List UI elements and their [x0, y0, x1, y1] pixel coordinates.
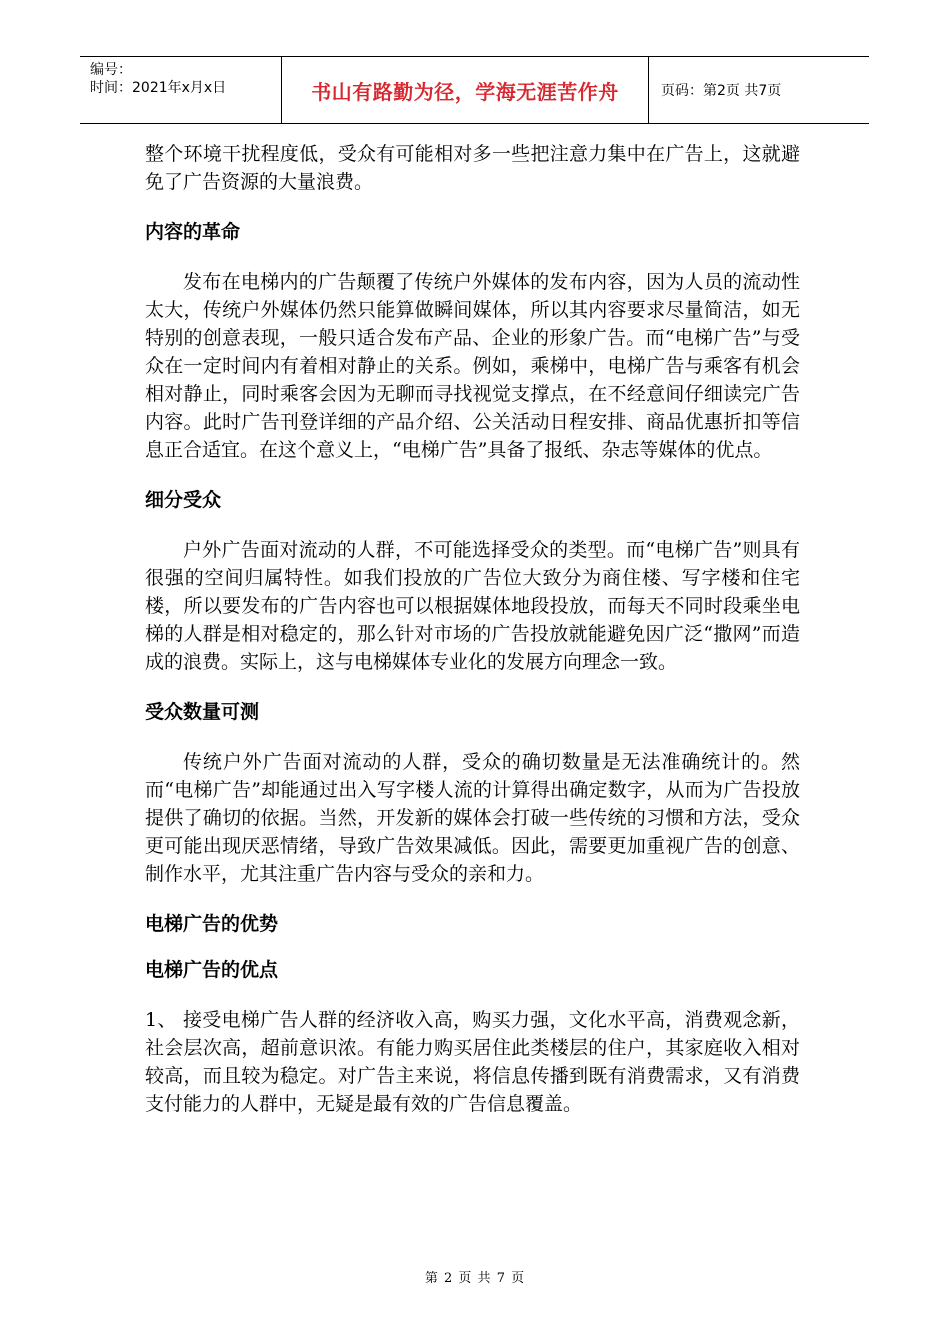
header-page-info: 页码：第2页 共7页 [661, 83, 782, 99]
paragraph-merit-1: 1、 接受电梯广告人群的经济收入高，购买力强，文化水平高，消费观念新，社会层次高，超前意识浓。有能力购买居住此类楼层的住户，其家庭收入相对较高，而且较为稳定。对广告主来说，将信息传播到既有消费需求，又有消费支付能力的人群中，无疑是最有效的广告信息覆盖。 [145, 1009, 800, 1115]
paragraph-segmented-audience: 户外广告面对流动的人群，不可能选择受众的类型。而“电梯广告”则具有很强的空间归属特性。如我们投放的广告位大致分为商住楼、写字楼和住宅楼，所以要发布的广告内容也可以根据媒体地段投放，而每天不同时段乘坐电梯的人群是相对稳定的，那么针对市场的广告投放就能避免因广泛“撒网”而造成的浪费。实际上，这与电梯媒体专业化的发展方向理念一致。 [145, 539, 800, 673]
header-meta [80, 57, 282, 123]
paragraph-content-revolution: 发布在电梯内的广告颠覆了传统户外媒体的发布内容，因为人员的流动性太大，传统户外媒体仍然只能算做瞬间媒体，所以其内容要求尽量简洁，如无特别的创意表现，一般只适合发布产品、企业的形象广告。而“电梯广告”与受众在一定时间内有着相对静止的关系。例如，乘梯中，电梯广告与乘客有机会相对静止，同时乘客会因为无聊而寻找视觉支撑点，在不经意间仔细读完广告内容。此时广告刊登详细的产品介绍、公关活动日程安排、商品优惠折扣等信息正合适宜。在这个意义上，“电梯广告”具备了报纸、杂志等媒体的优点。 [145, 271, 800, 461]
heading-content-revolution: 内容的革命 [145, 221, 241, 243]
heading-elevator-ad-advantages: 电梯广告的优势 [145, 913, 279, 935]
document-time: 时间：2021年x月x日 [90, 80, 227, 96]
paragraph-intro: 整个环境干扰程度低，受众有可能相对多一些把注意力集中在广告上，这就避免了广告资源的大量浪费。 [145, 143, 800, 193]
document-body [145, 140, 800, 1118]
page-footer: 第 2 页 共 7 页 [424, 1271, 526, 1286]
header-motto: 书山有路勤为径，学海无涯苦作舟 [282, 57, 649, 123]
heading-segmented-audience: 细分受众 [145, 489, 222, 511]
page-header [80, 56, 869, 124]
document-number-label: 编号： [90, 62, 132, 78]
heading-measurable-audience: 受众数量可测 [145, 701, 260, 723]
heading-elevator-ad-merits: 电梯广告的优点 [145, 959, 279, 981]
paragraph-measurable-audience: 传统户外广告面对流动的人群，受众的确切数量是无法准确统计的。然而“电梯广告”却能通过出入写字楼人流的计算得出确定数字，从而为广告投放提供了确切的依据。当然，开发新的媒体会打破一些传统的习惯和方法，受众更可能出现厌恶情绪，导致广告效果减低。因此，需要更加重视广告的创意、制作水平，尤其注重广告内容与受众的亲和力。 [145, 751, 800, 885]
